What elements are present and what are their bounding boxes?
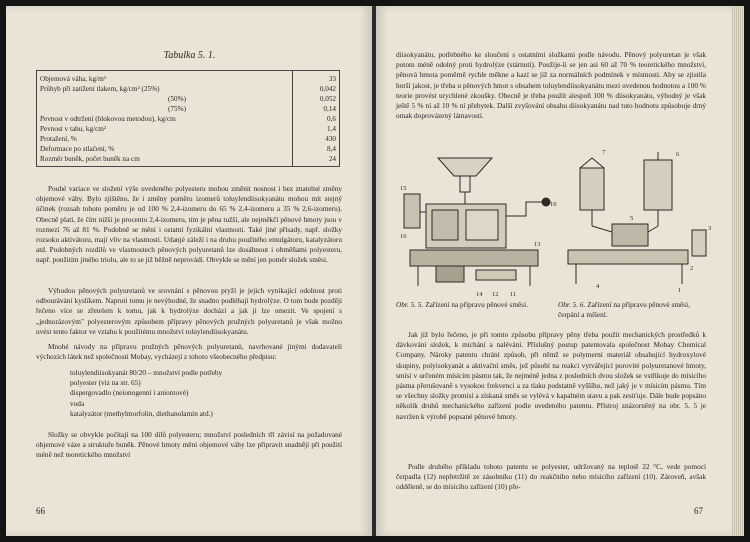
figure-number-label: 5 [630, 215, 634, 222]
table-caption: Tabulka 5. 1. [163, 50, 216, 61]
list-item: dispergovadlo (neionogenní i aniontové) [70, 388, 189, 398]
figure-number-label: 10 [550, 201, 557, 208]
list-item: toluylendiisokyanát 80/20 – množství podle potřeby [70, 368, 223, 377]
property-value: 0,042 [293, 84, 340, 94]
table-row [37, 154, 340, 167]
property-label: Pevnost v tahu, kg/cm² [40, 125, 107, 133]
figure-number-label: 3 [708, 225, 712, 232]
list-item: voda [70, 398, 85, 408]
property-value: 430 [293, 134, 340, 144]
figure-number-label: 12 [492, 291, 499, 298]
figure-5-5-text: Zařízení na přípravu pěnové směsi. [425, 300, 528, 309]
property-label: Rozměr buněk, počet buněk na cm [40, 155, 140, 163]
figure-5-5-caption [396, 300, 546, 310]
figure-5-6-caption [558, 300, 708, 320]
property-value: 0,052 [293, 94, 340, 104]
figure-number-label: 13 [534, 241, 541, 248]
property-value: 0,6 [293, 114, 340, 124]
property-label: Průhyb při zatížení tlakem, kg/cm² (25%) [40, 85, 160, 93]
apparatus-figures [396, 146, 714, 314]
property-value: 1,4 [293, 124, 340, 134]
right-page [376, 6, 732, 536]
table-row [37, 144, 340, 154]
figure-number-label: 2 [690, 265, 694, 272]
figure-number-label: 15 [400, 185, 407, 192]
table-row [37, 84, 340, 94]
figure-number-label: 4 [596, 283, 600, 290]
paragraph-mechanical-means: Jak již bylo řečeno, je při tomto způsobu přípravy pěny třeba použít mechanických prostředků k dávkování složek, k míchání a nalévání. Příslušný postup patentovala společnost Mobay Chemical Company. Nároky patentu chrání způsob, při němž se polymerní materiál obsahující hydroxylové skupiny, polyisokyanát a aktivační směs, jež působí na reakci vytvářející porovité polyuretanové hmoty, smísí v určeném mísicím pásmu tak, že nejméně jedna z posledních dvou složek se vstřikuje do mísicího pásma přerušovaně s vysokou frekvencí a za tlaku podstatně vyššího, než jaký je v mísicím pásmu. Tím se všechny složky promísí a získaná směs se vylévá v kapalném stavu a pak zesiťuje. Dále bude popsáno několik druhů mechanického zařízení podle uvedeného patentu. Přístroj znázorněný na obr. 5. 5 je navržen k výrobě popsané pěnové hmoty. [396, 330, 706, 421]
table-row [37, 124, 340, 134]
property-value: 33 [293, 71, 340, 85]
figure-5-5 [404, 158, 550, 286]
table-row [37, 114, 340, 124]
paragraph-components: Složky se obvykle počítají na 100 dílů polyesteru; množství posledních tří závisí na požadované objemové váze a struktuře buněk. Pěnové hmoty mění objemové váhy lze připravit snadněji při použití méně než teoretického množství [36, 430, 342, 460]
table-row [37, 71, 340, 85]
figure-number-label: 7 [602, 149, 606, 156]
paragraph-composition-variation: Pouhé variace ve složení výše uvedeného polyesteru mohou změnit nosnost i bez znatelné změny objemové váhy. Bylo zjištěno, že i změny poměru izomerů toluylendiisokyanátu mohou mít stejný účinek (rozsah tohoto poměru je od 100 % 2,4-izomeru do 65 % 2,4-izomeru a 35 % 2,6-izomeru). Obecně platí, že čím nižší je procento 2,4-izomeru, tím je pěna tužší, ale nejměkčí pěnové hmoty jsou v rozmezí 76 až 81 %. Podobně se mění i ostatní fyzikální vlastnosti. Také jiné přísady, např. složky rozsoku aktivátoru, mají vliv na vlastnosti. Udanjé záleží i na druhu použitého emulgátoru, katalyzátoru atd. Podobných rozdílů ve vlastnostech pěnových polyuretanů lze dosáhnout i obměňami polyesteru, např. použitím jiného triolu, ale to se již běžně neprovádí. Obvykle se mění jen poměr složek směsi. [36, 184, 342, 265]
figure-5-6 [568, 152, 706, 284]
figure-number-label: 16 [400, 233, 407, 240]
paragraph-advantages: Výhodou pěnových polyuretanů ve srovnání s pěnovou pryží je jejich vynikající odolnost proti odbourávání kyslíkem. Naproti tomu je nevýhodné, že snadno podléhají hydrolýze. O tom bude později řečeno více se zřetelem k tomu, jak k hydrolýze dochází a jak ji lze omezit. Ve spojení s „jednorázovým" polyesterovým způsobem přípravy pěnových pružných polyuretanů je však možno uvést tento faktor ve vztahu k použitému množství toluylendiisokyanátu. [36, 286, 342, 336]
property-label: (75%) [168, 105, 186, 113]
figure-number-label: 14 [476, 291, 483, 298]
paragraph-diisocyanate: diisokyanátu, potřebného ke sloučení s ostatními složkami podle návodu. Pěnový polyuretan je však potom méně odolný proti hydrolýze (stárnutí). Použije-li se jen asi 60 až 70 % teoretického množství, pěnová hmota poměrně rychle měkne a kazí se již za normálních podmínek v místnosti. Aby se zjistila horší jakost, je třeba u pěnových hmot s obsahem toluylendiisokyanátu mezi uvedenou hodnotou a 100 % teorie provést urychlené zkoušky. Obecně je třeba použít alespoň 100 % diisokyanátu, výhodný je však ještě 5 % ní až 10 % ní přebytek. Další zvyšování obsahu diisokyanátu nad tuto hodnotu způsobuje drný omak doprovázený lámavostí. [396, 50, 706, 121]
paragraph-second-example: Podle druhého příkladu tohoto patentu se polyester, udržovaný na teplotě 22 °C, vede pomocí čerpadla (12) nepřetržitě ze zásobníku (11) do reakčního nebo mísicího zařízení (10). Zároveň, avšak odděleně, se do mísicího zařízení (10) pře- [396, 462, 706, 492]
list-item: polyester (viz na str. 65) [70, 378, 141, 388]
left-page [6, 6, 373, 536]
list-item: katalyzátor (methylmorfolin, diethanolamin atd.) [70, 408, 213, 418]
table-row [37, 94, 340, 104]
page-edges [732, 6, 744, 536]
figure-5-6-label: Obr. 5. 6. [558, 300, 586, 309]
property-label: Pevnost v odtržení (blokovou metodou), kg/cm [40, 115, 176, 123]
figure-5-6-text: Zařízení na přípravu pěnové směsi, čerpání a míšení. [558, 300, 690, 319]
figure-number-label: 1 [678, 287, 682, 294]
open-book [6, 6, 744, 536]
property-value: 0,14 [293, 104, 340, 114]
ingredient-list [70, 368, 222, 419]
table-row [37, 134, 340, 144]
table-row [37, 104, 340, 114]
property-label: Protažení, % [40, 135, 77, 143]
property-label: Deformace po stlačení, % [40, 145, 115, 153]
property-label: (50%) [168, 95, 186, 103]
page-number-right: 67 [694, 506, 703, 516]
property-value: 24 [293, 154, 340, 167]
properties-table [36, 70, 340, 167]
page-number-left: 66 [36, 506, 45, 516]
figure-number-label: 11 [510, 291, 517, 298]
property-label: Objemová váha, kg/m³ [40, 75, 106, 83]
paragraph-instructions: Mnohé návody na přípravu pružných pěnových polyuretanů, navrhované jinými dodavateli výchozích látek než společností Mobay, vycházejí z tohoto všeobecného předpisu: [36, 342, 342, 362]
property-value: 8,4 [293, 144, 340, 154]
figure-5-5-label: Obr. 5. 5. [396, 300, 424, 309]
figure-number-label: 6 [676, 151, 680, 158]
